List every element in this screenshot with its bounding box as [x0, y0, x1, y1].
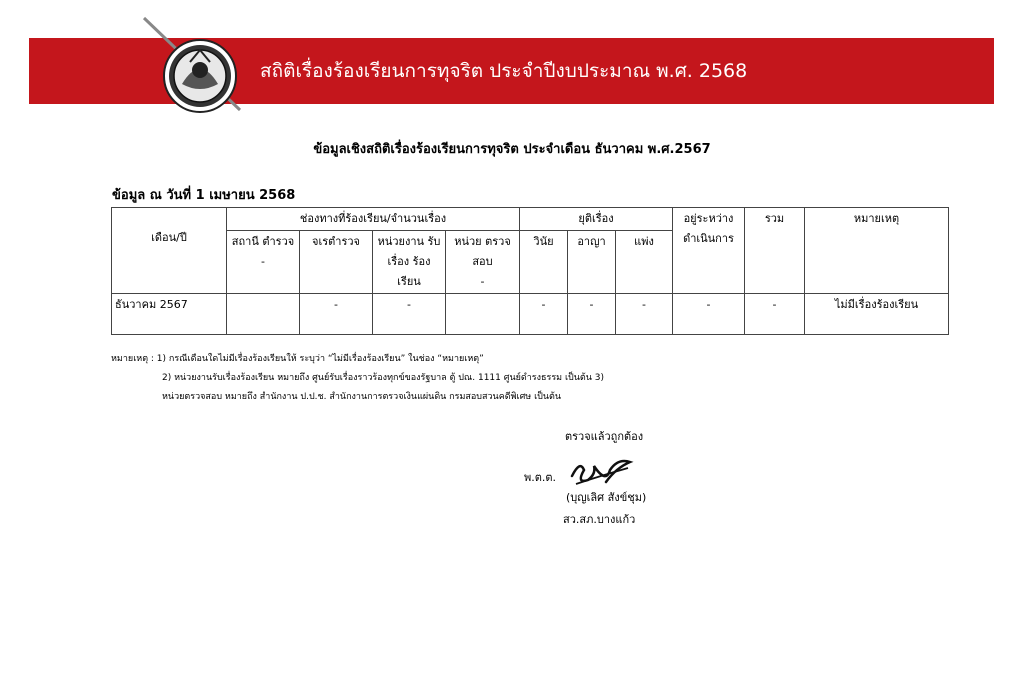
- cell-criminal: -: [568, 294, 616, 335]
- header-civil: แพ่ง: [616, 231, 673, 294]
- page-subtitle: ข้อมูลเชิงสถิติเรื่องร้องเรียนการทุจริต ประจำเดือน ธันวาคม พ.ศ.2567: [313, 142, 711, 157]
- banner-title: สถิติเรื่องร้องเรียนการทุจริต ประจำปีงบประมาณ พ.ศ. 2568: [260, 60, 748, 82]
- note-line-1: หมายเหตุ : 1) กรณีเดือนใดไม่มีเรื่องร้องเรียนให้ ระบุว่า “ไม่มีเรื่องร้องเรียน” ในช่อง “หมายเหตุ”: [111, 354, 484, 364]
- handwritten-signature: [566, 454, 636, 490]
- note-line-3: หน่วยตรวจสอบ หมายถึง สำนักงาน ป.ป.ช. สำนักงานการตรวจเงินแผ่นดิน กรมสอบสวนคดีพิเศษ เป็นต้น: [162, 392, 562, 402]
- header-audit-unit-mark: -: [480, 275, 485, 288]
- header-discipline: วินัย: [520, 231, 568, 294]
- cell-inspector: -: [300, 294, 373, 335]
- header-remark: หมายเหตุ: [805, 208, 949, 294]
- certified-text: ตรวจแล้วถูกต้อง: [565, 430, 644, 443]
- table-row: [112, 294, 949, 335]
- header-police-station-label: สถานี ตำรวจ: [231, 235, 295, 248]
- signer-name: (บุญเลิศ สังข์ชุม): [566, 491, 647, 504]
- header-inspector: จเรตำรวจ: [300, 231, 373, 294]
- header-criminal: อาญา: [568, 231, 616, 294]
- cell-in-progress: -: [673, 294, 745, 335]
- header-channels: ช่องทางที่ร้องเรียน/จำนวนเรื่อง: [227, 208, 520, 231]
- header-police-station: [227, 231, 300, 294]
- header-police-station-mark: -: [261, 255, 265, 268]
- header-month: เดือน/ปี: [112, 208, 227, 294]
- signer-position: สว.สภ.บางแก้ว: [563, 513, 636, 526]
- note-line-2: 2) หน่วยงานรับเรื่องร้องเรียน หมายถึง ศูนย์รับเรื่องราวร้องทุกข์ของรัฐบาล ตู้ ปณ. 1111 ศูนย์ดำรงธรรม เป็นต้น 3): [162, 373, 605, 383]
- header-in-progress: อยู่ระหว่าง ดำเนินการ: [673, 208, 745, 294]
- signer-rank: พ.ต.ต.: [524, 471, 557, 484]
- cell-receiving-agency: -: [373, 294, 446, 335]
- header-audit-unit-label: หน่วย ตรวจสอบ: [454, 235, 511, 268]
- header-receiving-agency: หน่วยงาน รับเรื่อง ร้องเรียน: [373, 231, 446, 294]
- cell-remark: ไม่มีเรื่องร้องเรียน: [805, 294, 949, 335]
- header-total: รวม: [745, 208, 805, 294]
- cell-discipline: -: [520, 294, 568, 335]
- cell-police-station: [227, 294, 300, 335]
- header-audit-unit: [446, 231, 520, 294]
- police-seal-emblem: [140, 14, 244, 114]
- as-of-date: ข้อมูล ณ วันที่ 1 เมษายน 2568: [112, 188, 296, 203]
- cell-civil: -: [616, 294, 673, 335]
- cell-month: ธันวาคม 2567: [112, 294, 227, 335]
- cell-audit-unit: [446, 294, 520, 335]
- complaint-stats-table: [111, 207, 949, 335]
- header-closed: ยุติเรื่อง: [520, 208, 673, 231]
- footnotes: [111, 350, 604, 407]
- cell-total: -: [745, 294, 805, 335]
